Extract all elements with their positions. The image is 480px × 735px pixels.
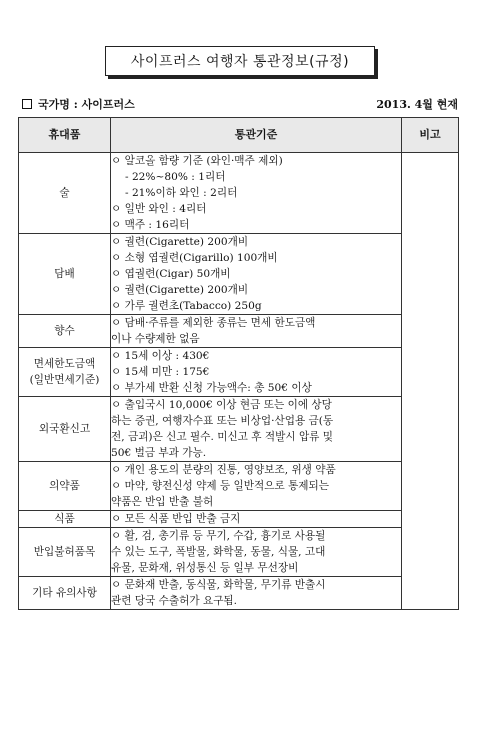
- row-category: 기타 유의사항: [19, 577, 111, 610]
- row-standard: ㅇ 궐련(Cigarette) 200개비 ㅇ 소형 엽궐련(Cigarillo) 100개비 ㅇ 엽궐련(Cigar) 50개비 ㅇ 궐련(Cigarette) 200개비 ㅇ 가루 궐련초(Tabacco) 250g: [111, 234, 402, 315]
- row-category: 담배: [19, 234, 111, 315]
- row-standard: ㅇ 활, 검, 총기류 등 무기, 수갑, 흉기로 사용될 수 있는 도구, 폭발물, 화학물, 동물, 식물, 고대 유물, 문화재, 위성통신 등 일부 무선장비: [111, 528, 402, 577]
- table-row: [19, 153, 459, 234]
- country-label: 국가명 : 사이프러스: [38, 98, 135, 111]
- row-standard: ㅇ 알코올 함량 기준 (와인·맥주 제외) - 22%~80% : 1리터 - 21%이하 와인 : 2리터 ㅇ 일반 와인 : 4리터 ㅇ 맥주 : 16리터: [111, 153, 402, 234]
- row-category: 반입불허품목: [19, 528, 111, 577]
- row-standard: ㅇ 담배·주류를 제외한 종류는 면세 한도금액 이나 수량제한 없음: [111, 315, 402, 348]
- country-line: [22, 96, 135, 112]
- row-category: 식품: [19, 511, 111, 528]
- table-row: [19, 577, 459, 610]
- table-row: [19, 348, 459, 397]
- page-title: [105, 46, 375, 76]
- row-category: 외국환신고: [19, 397, 111, 462]
- page-title-text: 사이프러스 여행자 통관정보(규정): [130, 54, 350, 70]
- row-category: 향수: [19, 315, 111, 348]
- row-standard: ㅇ 출입국시 10,000€ 이상 현금 또는 이에 상당 하는 증권, 여행자수표 또는 비상업·산업용 금(동 전, 금괴)은 신고 필수. 미신고 후 적발시 압류 및 50€ 벌금 부과 가능.: [111, 397, 402, 462]
- row-standard: ㅇ 15세 이상 : 430€ ㅇ 15세 미만 : 175€ ㅇ 부가세 반환 신청 가능액수: 총 50€ 이상: [111, 348, 402, 397]
- row-standard: ㅇ 문화재 반출, 동식물, 화학물, 무기류 반출시 관련 당국 수출허가 요구됨.: [111, 577, 402, 610]
- header-standard: 통관기준: [111, 118, 402, 153]
- row-standard: ㅇ 모든 식품 반입 반출 금지: [111, 511, 402, 528]
- row-category: 술: [19, 153, 111, 234]
- row-category: 면세한도금액 (일반면세기준): [19, 348, 111, 397]
- table-row: [19, 234, 459, 315]
- note-cell: [402, 153, 459, 610]
- table-row: [19, 462, 459, 511]
- header-note: 비고: [402, 118, 459, 153]
- table-row: [19, 528, 459, 577]
- checkbox-icon: [22, 99, 32, 109]
- header-category: 휴대품: [19, 118, 111, 153]
- row-standard: ㅇ 개인 용도의 분량의 진통, 영양보조, 위생 약품 ㅇ 마약, 향전신성 약제 등 일반적으로 통제되는 약품은 반입 반출 불허: [111, 462, 402, 511]
- as-of-date: 2013. 4월 현재: [376, 98, 458, 111]
- table-row: [19, 511, 459, 528]
- table-row: [19, 315, 459, 348]
- customs-rules-table: [18, 117, 459, 610]
- table-row: [19, 397, 459, 462]
- row-category: 의약품: [19, 462, 111, 511]
- table-header-row: [19, 118, 459, 153]
